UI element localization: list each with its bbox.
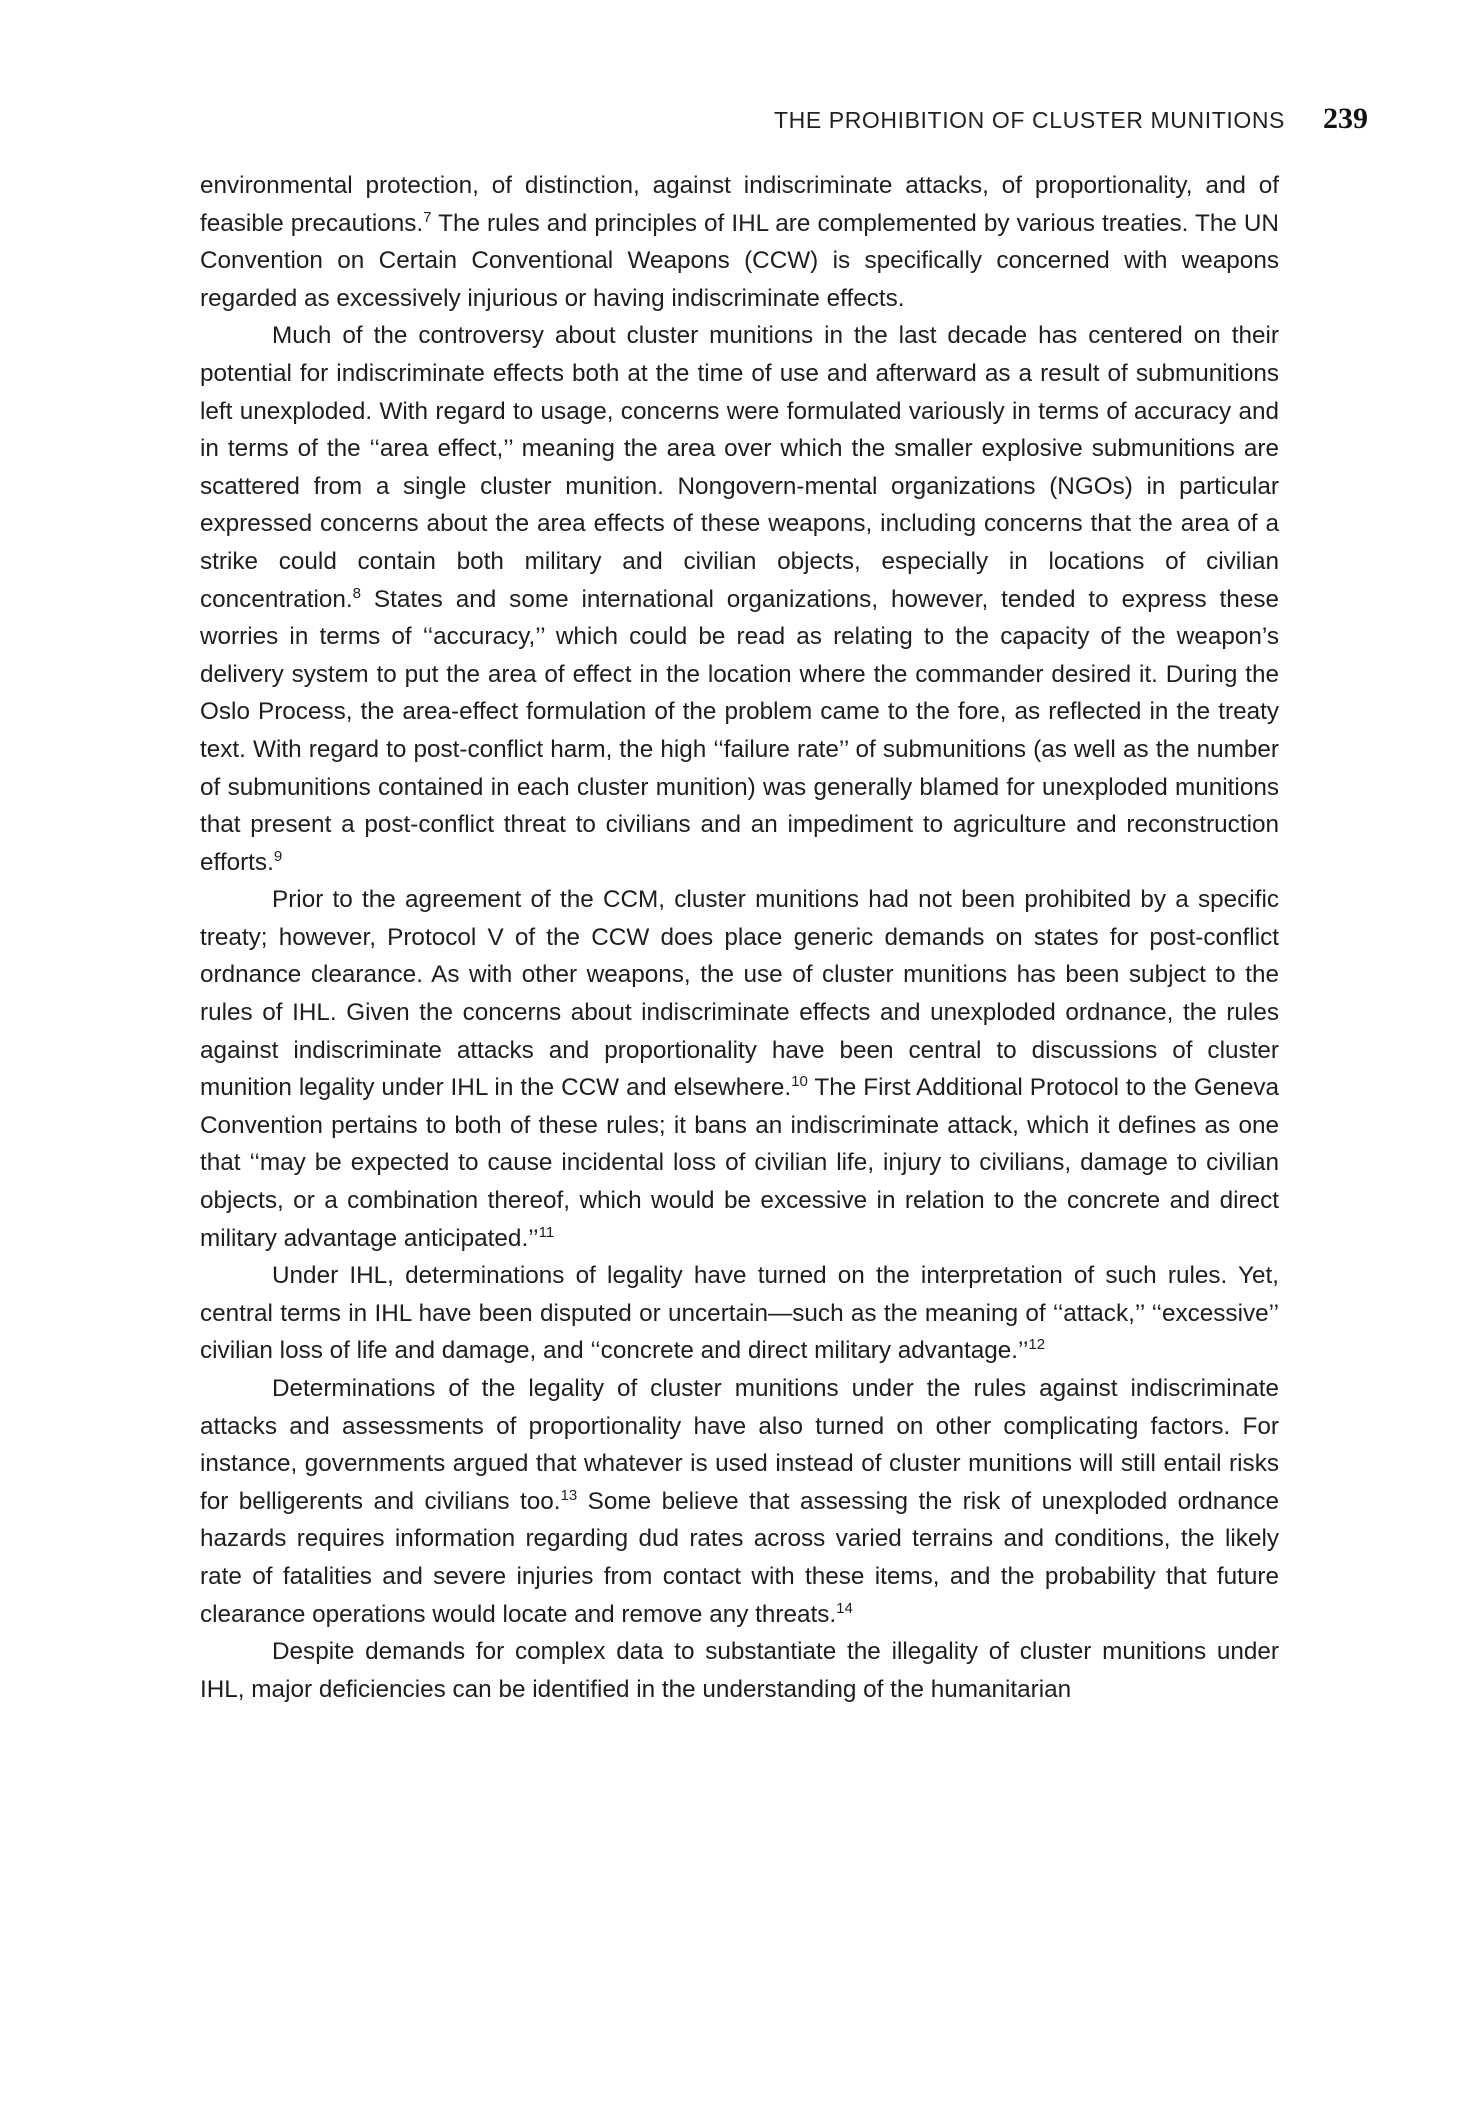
text-run: Despite demands for complex data to substantiate the illegality of cluster munitions under IHL, major deficiencies can be identified in the understanding of the humanitarian bbox=[200, 1638, 1279, 1703]
paragraph-2 bbox=[200, 317, 1279, 881]
footnote-ref-12: 12 bbox=[1028, 1336, 1046, 1354]
paragraph-1 bbox=[200, 167, 1279, 317]
paragraph-3 bbox=[200, 881, 1279, 1257]
text-run: Determinations of the legality of cluster munitions under the rules against indiscriminate attacks and assessments of proportionality have also turned on other complicating factors. For instance, governments argued that whatever is used instead of cluster munitions will still entail risks for belligerents and civilians too. bbox=[200, 1375, 1279, 1515]
footnote-ref-11: 11 bbox=[538, 1223, 555, 1241]
text-run: Prior to the agreement of the CCM, cluster munitions had not been prohibited by a specific treaty; however, Protocol V of the CCW does place generic demands on states for post-conflict ordnance clearance. As with other weapons, the use of cluster munitions has been subject to the rules of IHL. Given the concerns about indiscriminate effects and unexploded ordnance, the rules against indiscriminate attacks and proportionality have been central to discussions of cluster munition legality under IHL in the CCW and elsewhere. bbox=[200, 886, 1279, 1102]
running-head bbox=[200, 102, 1368, 136]
text-run: The First Additional Protocol to the Geneva Convention pertains to both of these rules; it bans an indiscriminate attack, which it defines as one that ‘‘may be expected to cause incidental loss of civilian life, injury to civilians, damage to civilian objects, or a combination thereof, which would be excessive in relation to the concrete and direct military advantage anticipated.’’ bbox=[200, 1074, 1279, 1252]
body-text bbox=[200, 167, 1279, 1708]
text-run: Some believe that assessing the risk of unexploded ordnance hazards requires information regarding dud rates across varied terrains and conditions, the likely rate of fatalities and severe injuries from contact with these items, and the probability that future clearance operations would locate and remove any threats. bbox=[200, 1487, 1279, 1628]
paragraph-6 bbox=[200, 1633, 1279, 1708]
page-number: 239 bbox=[1323, 102, 1368, 135]
footnote-ref-7: 7 bbox=[423, 208, 432, 226]
footnote-ref-13: 13 bbox=[560, 1486, 578, 1504]
text-run: The rules and principles of IHL are complemented by various treaties. The UN Convention on Certain Conventional Weapons (CCW) is specifically concerned with weapons regarded as excessively injurious or having indiscriminate effects. bbox=[200, 209, 1279, 312]
text-run: environmental protection, of distinction, against indiscriminate attacks, of proportionality, and of feasible precautions. bbox=[200, 172, 1279, 237]
footnote-ref-10: 10 bbox=[791, 1073, 808, 1091]
footnote-ref-14: 14 bbox=[836, 1599, 853, 1617]
paragraph-4 bbox=[200, 1257, 1279, 1370]
paragraph-5 bbox=[200, 1370, 1279, 1633]
footnote-ref-9: 9 bbox=[273, 847, 283, 865]
running-title: THE PROHIBITION OF CLUSTER MUNITIONS bbox=[773, 107, 1285, 133]
footnote-ref-8: 8 bbox=[352, 584, 362, 602]
text-run: Under IHL, determinations of legality have turned on the interpretation of such rules. Yet, central terms in IHL have been disputed or uncertain—such as the meaning of ‘‘attack,’’ ‘‘excessive’’ civilian loss of life and damage, and ‘‘concrete and direct military advantage.’’ bbox=[200, 1262, 1279, 1365]
text-run: States and some international organizations, however, tended to express these worries in terms of ‘‘accuracy,’’ which could be read as relating to the capacity of the weapon’s delivery system to put the area of effect in the location where the commander desired it. During the Oslo Process, the area-effect formulation of the problem came to the fore, as reflected in the treaty text. With regard to post-conflict harm, the high ‘‘failure rate’’ of submunitions (as well as the number of submunitions contained in each cluster munition) was generally blamed for unexploded munitions that present a post-conflict threat to civilians and an impediment to agriculture and reconstruction efforts. bbox=[200, 585, 1279, 876]
text-run: Much of the controversy about cluster munitions in the last decade has centered on their potential for indiscriminate effects both at the time of use and afterward as a result of submunitions left unexploded. With regard to usage, concerns were formulated variously in terms of accuracy and in terms of the ‘‘area effect,’’ meaning the area over which the smaller explosive submunitions are scattered from a single cluster munition. Nongovern-mental organizations (NGOs) in particular expressed concerns about the area effects of these weapons, including concerns that the area of a strike could contain both military and civilian objects, especially in locations of civilian concentration. bbox=[200, 322, 1279, 613]
